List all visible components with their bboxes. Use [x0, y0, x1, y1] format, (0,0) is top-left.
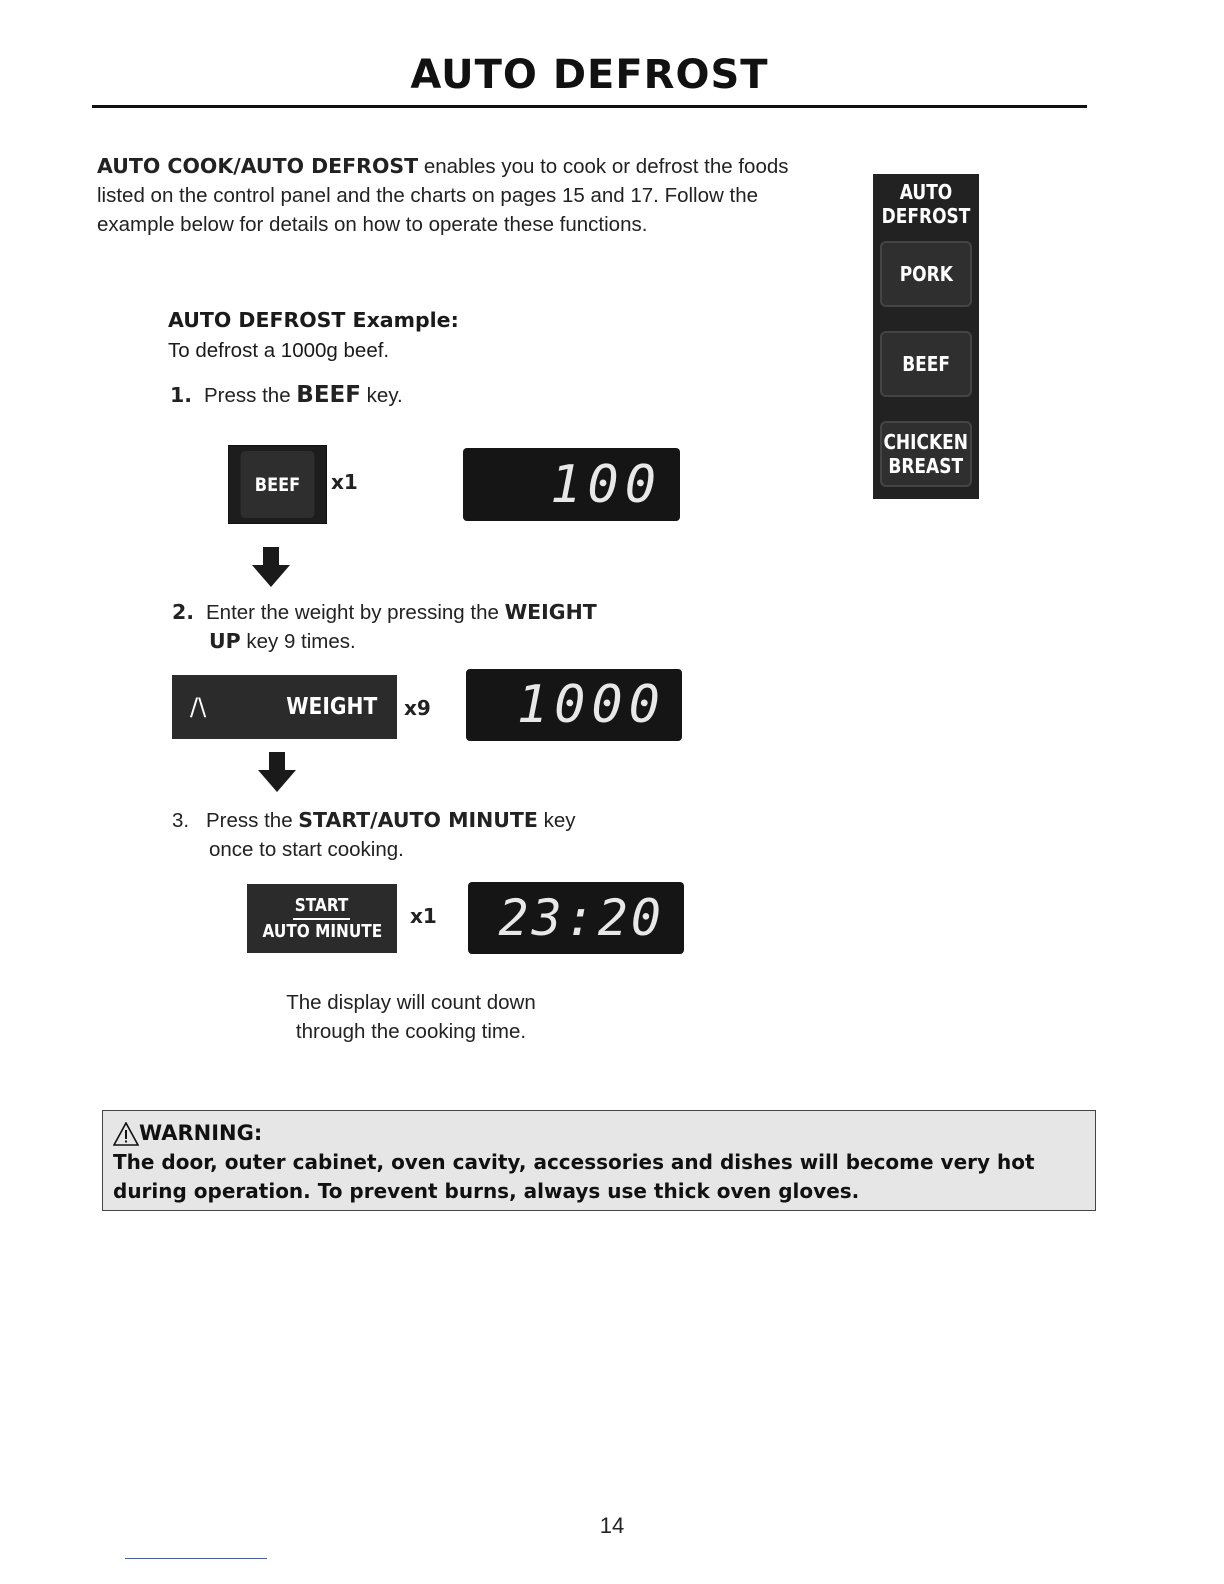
step-text-post: key [537, 809, 576, 832]
title-rule [92, 105, 1087, 108]
intro-text: enables you to cook or defrost the foods listed on the control panel and the charts on pages 15 and 17. Follow the example below for details on how to operate these functions. [97, 155, 789, 236]
beef-key[interactable] [228, 445, 327, 524]
example-heading-bold: AUTO DEFROST [168, 308, 346, 332]
start-auto-minute-key[interactable] [247, 884, 397, 953]
up-arrow-icon: /\ [190, 693, 207, 721]
page-title: AUTO DEFROST [410, 52, 769, 98]
down-arrow-icon [256, 752, 298, 794]
warning-text: The door, outer cabinet, oven cavity, accessories and dishes will become very hot during operation. To prevent burns, always use thick oven gloves. [113, 1150, 1035, 1203]
beef-button[interactable] [880, 331, 972, 397]
warning-box [102, 1110, 1096, 1211]
chicken-breast-button-label: CHICKEN BREAST [883, 430, 969, 478]
pork-button[interactable] [880, 241, 972, 307]
lcd-display-1: 100 [463, 448, 680, 521]
lcd-display-2: 1000 [466, 669, 682, 741]
step-text-post: key. [360, 384, 403, 407]
down-arrow-icon [250, 547, 292, 589]
step-bold-line2: UP [209, 629, 241, 653]
control-panel [873, 174, 979, 499]
lcd-display-3: 23:20 [468, 882, 684, 954]
step-bold: BEEF [296, 382, 361, 408]
warning-title: WARNING: [139, 1121, 263, 1145]
step-text: Press the [206, 809, 299, 832]
panel-header: AUTO DEFROST [881, 180, 971, 228]
step-bold: START/AUTO MINUTE [298, 808, 538, 832]
step-text-line2: key 9 times. [240, 630, 356, 653]
step-bold: WEIGHT [504, 600, 597, 624]
countdown-caption: The display will count down through the cooking time. [286, 991, 536, 1043]
pork-button-label: PORK [899, 262, 953, 286]
example-heading-rest: Example: [345, 308, 459, 332]
page-number: 14 [599, 1513, 625, 1538]
step-text: Press the [204, 384, 297, 407]
warning-triangle-icon [113, 1122, 139, 1146]
beef-key-label: BEEF [241, 451, 315, 518]
step-number: 3. [172, 809, 190, 832]
example-heading [168, 306, 459, 335]
intro-bold: AUTO COOK/AUTO DEFROST [97, 154, 419, 178]
start-key-label: START [293, 894, 350, 920]
step-text-line2: once to start cooking. [209, 838, 404, 861]
step-1 [170, 381, 403, 410]
step-number: 2. [172, 600, 195, 624]
step-number: 1. [170, 383, 193, 407]
weight-up-key[interactable] [172, 675, 397, 739]
weight-key-label: WEIGHT [285, 694, 377, 720]
intro-paragraph [97, 152, 817, 239]
step-3 [172, 806, 576, 864]
example-subtitle: To defrost a 1000g beef. [168, 339, 390, 362]
step-2 [172, 598, 597, 656]
weight-press-count: x9 [404, 696, 431, 720]
auto-minute-key-label: AUTO MINUTE [262, 920, 382, 942]
beef-button-label: BEEF [902, 352, 950, 376]
chicken-breast-button[interactable] [880, 421, 972, 487]
step-text: Enter the weight by pressing the [206, 601, 505, 624]
footer-link-line [125, 1558, 267, 1559]
beef-press-count: x1 [331, 470, 358, 494]
start-press-count: x1 [410, 904, 437, 928]
